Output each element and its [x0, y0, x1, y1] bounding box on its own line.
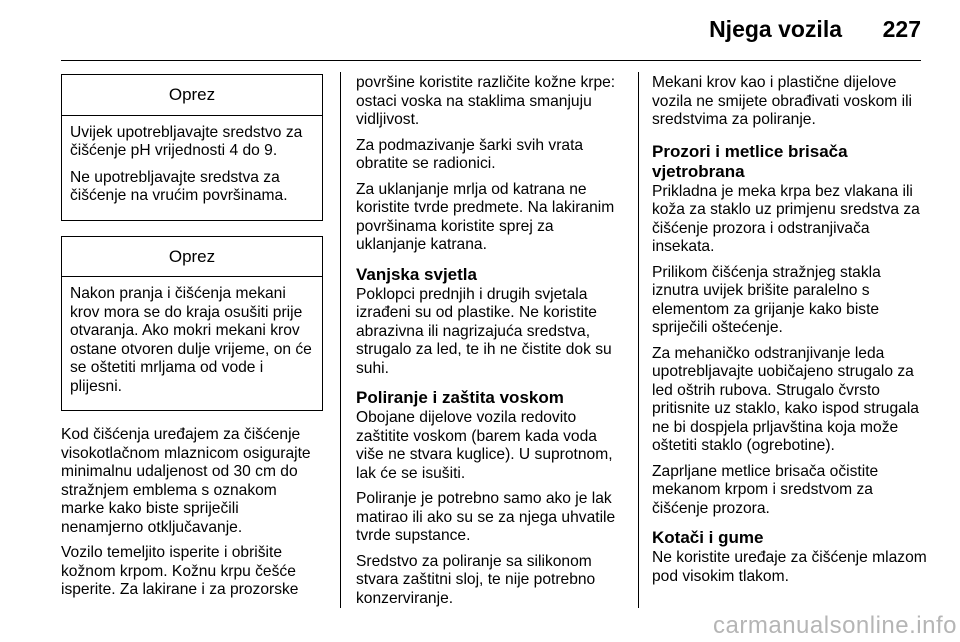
- paragraph: Za mehaničko odstranjivanje leda upotrebljavajte uobičajeno strugalo za led oštrih rubova. Strugalo čvrsto pritisnite uz staklo, kako ispod strugala ne bi dospjela prljavština koja može oštetiti staklo (ogrebotine).: [652, 344, 919, 454]
- caution-box-body: [62, 277, 322, 410]
- paragraph: Uvijek upotrebljavajte sredstvo za čišćenje pH vrijednosti 4 do 9.: [70, 123, 303, 159]
- section-heading-windows-wipers: Prozori i metlice brisača vjetrobrana: [652, 141, 848, 181]
- caution-box-2: [61, 236, 323, 412]
- watermark: carmanualsonline.info: [713, 612, 957, 639]
- paragraph: Za podmazivanje šarki svih vrata obratite se radionici.: [356, 136, 584, 172]
- column-divider-2: [638, 72, 639, 608]
- paragraph: Nakon pranja i čišćenja mekani krov mora se do kraja osušiti prije otvaranja. Ako mokri mekani krov ostane otvoren dulje vrijeme, on će se oštetiti mrljama od vode i plijesni.: [70, 285, 312, 395]
- paragraph: Zaprljane metlice brisača očistite mekanom krpom i sredstvom za čišćenje prozora.: [652, 462, 879, 517]
- paragraph: Prikladna je meka krpa bez vlakana ili koža za staklo uz primjenu sredstva za čišćenje prozora i odstranjivača insekata.: [652, 182, 920, 255]
- body-text: [61, 426, 323, 600]
- section-heading-wheels-tyres: Kotači i gume: [652, 528, 764, 547]
- column-3: [652, 74, 927, 593]
- page-number: 227: [882, 16, 921, 42]
- paragraph: Obojane dijelove vozila redovito zaštitite voskom (barem kada voda više ne stvara kuglice). U suprotnom, lak će se isušiti.: [356, 409, 613, 482]
- header-divider: [61, 60, 921, 61]
- caution-box-body: [62, 116, 322, 220]
- column-divider-1: [340, 72, 341, 608]
- paragraph: Za uklanjanje mrlja od katrana ne koristite tvrde predmete. Na lakiranim površinama koristite sprej za uklanjanje katrana.: [356, 180, 615, 253]
- paragraph: Prilikom čišćenja stražnjeg stakla iznutra uvijek brišite paralelno s elementom za grijanje kako biste spriječili oštećenje.: [652, 263, 881, 336]
- paragraph: Ne upotrebljavajte sredstva za čišćenje na vrućim površinama.: [70, 168, 288, 204]
- caution-box-heading: Oprez: [62, 75, 322, 116]
- paragraph: Poliranje je potrebno samo ako je lak matirao ili ako su se za njega uhvatile tvrde supstance.: [356, 490, 616, 544]
- paragraph: površine koristite različite kožne krpe: ostaci voska na staklima smanjuju vidljivost.: [356, 74, 616, 128]
- paragraph: Kod čišćenja uređajem za čišćenje visokotlačnom mlaznicom osigurajte minimalnu udaljenost od 30 cm do stražnjem emblema s oznakom marke kako biste spriječili nenamjerno otključavanje.: [61, 426, 311, 536]
- column-2: [356, 74, 628, 615]
- column-1: [61, 74, 323, 607]
- paragraph: Vozilo temeljito isperite i obrišite kožnom krpom. Kožnu krpu češće isperite. Za lakirane i za prozorske: [61, 544, 299, 598]
- page-title: Njega vozila: [709, 16, 842, 42]
- caution-box-1: [61, 74, 323, 221]
- section-heading-exterior-lights: Vanjska svjetla: [356, 264, 477, 284]
- paragraph: Poklopci prednjih i drugih svjetala izrađeni su od plastike. Ne koristite abrazivna ili nagrizajuća sredstva, strugalo za led, te ih ne čistite dok su suhi.: [356, 285, 612, 377]
- paragraph: Sredstvo za poliranje sa silikonom stvara zaštitni sloj, te nije potrebno konzerviranje.: [356, 552, 596, 607]
- section-heading-polishing-waxing: Poliranje i zaštita voskom: [356, 388, 564, 407]
- page-header: [0, 0, 960, 60]
- paragraph: Ne koristite uređaje za čišćenje mlazom pod visokim tlakom.: [652, 549, 927, 585]
- paragraph: Mekani krov kao i plastične dijelove vozila ne smijete obrađivati voskom ili sredstvima za poliranje.: [652, 74, 912, 128]
- caution-box-heading: Oprez: [62, 237, 322, 278]
